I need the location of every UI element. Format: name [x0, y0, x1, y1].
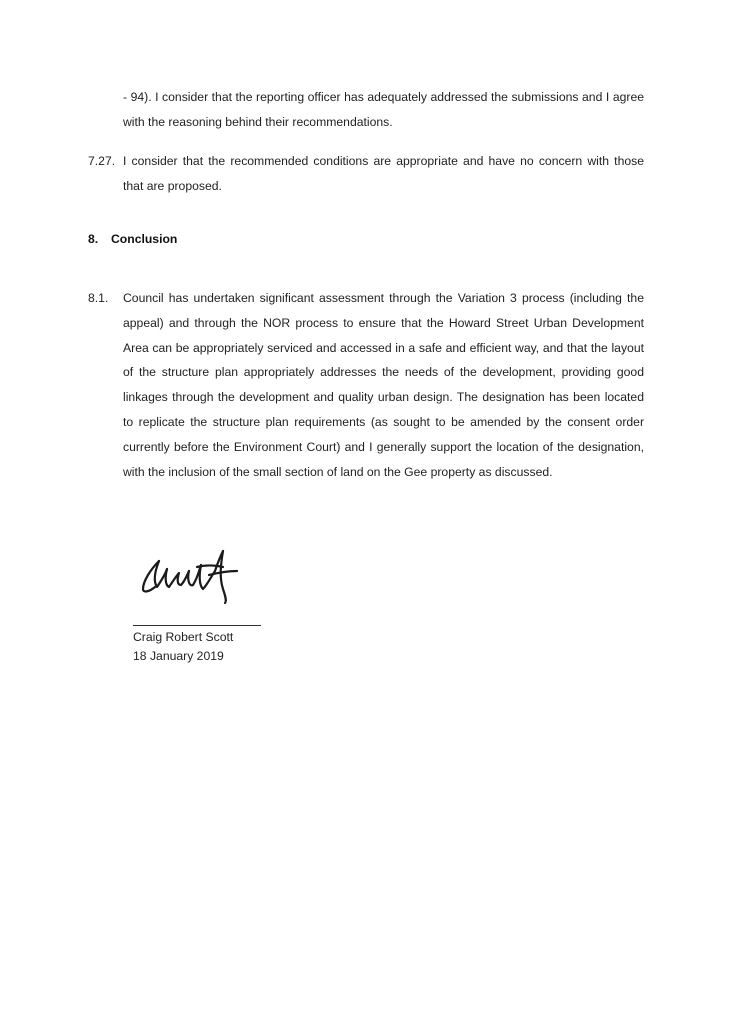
paragraph-text: Council has undertaken significant assessment through the Variation 3 process (including the appeal) and through the NOR process to ensure that the Howard Street Urban Development Area can be appropriately serviced and accessed in a safe and efficient way, and that the layout of the structure plan appropriately addresses the needs of the development, providing good linkages through the development and quality urban design. The designation has been located to replicate the structure plan requirements (as sought to be amended by the consent order currently before the Environment Court) and I generally support the location of the designation, with the inclusion of the small section of land on the Gee property as discussed.: [123, 291, 644, 479]
paragraph-7-27: [88, 149, 644, 199]
section-number: 8.: [88, 232, 99, 246]
paragraph-text: I consider that the recommended conditions are appropriate and have no concern with those that are proposed.: [123, 154, 644, 193]
handwritten-signature: [137, 545, 247, 605]
signer-name: Craig Robert Scott: [133, 630, 234, 644]
paragraph-number: 8.1.: [88, 291, 109, 305]
section-title: Conclusion: [111, 232, 178, 246]
section-heading-conclusion: [88, 232, 177, 246]
signature-line: [133, 611, 261, 626]
signature-block: [133, 628, 233, 665]
signature-date: 18 January 2019: [133, 648, 224, 663]
continuation-paragraph: - 94). I consider that the reporting officer has adequately addressed the submissions and I agree with the reasoning behind their recommendations.: [123, 90, 644, 129]
paragraph-number: 7.27.: [88, 154, 116, 168]
paragraph-8-1: [88, 286, 644, 484]
